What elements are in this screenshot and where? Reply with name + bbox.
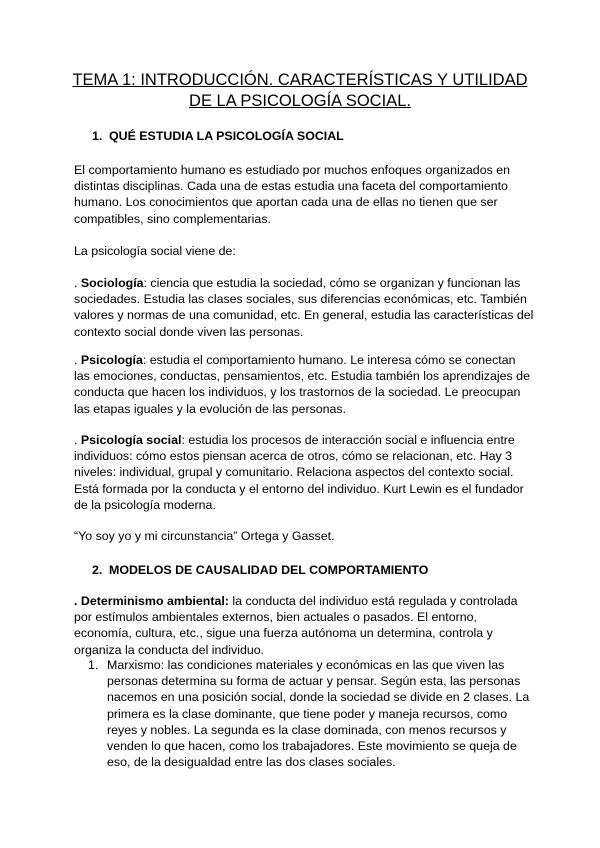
title-line-1: TEMA 1: INTRODUCCIÓN. CARACTERÍSTICAS Y UTILIDAD [72,71,528,89]
list-item-text: Marxismo: las condiciones materiales y económicas en las que viven las personas determina su forma de actuar y pensar. Según esta, las personas nacemos en una posición social, donde la sociedad se divide en 2 clases. La primera es la clase dominante, que tiene poder y maneja recursos, como reyes y nobles. La segunda es la clase dominada, con menos recursos y venden lo que hacen, como los trabajadores. Este movimiento se queja de eso, de la desigualdad entre las dos clases sociales. [107,658,530,770]
item-prefix: . [74,276,81,290]
list-item-number: 1. [88,658,99,672]
section-2-number: 2. [92,563,103,577]
item-psicologia [74,352,534,417]
item-prefix: . [74,353,81,367]
section-1-lead: La psicología social viene de: [74,244,236,258]
section-2-heading-text: MODELOS DE CAUSALIDAD DEL COMPORTAMIENTO [109,563,429,577]
section-1-heading [92,128,344,144]
determinism-paragraph [74,593,534,658]
models-list [88,657,534,770]
section-2-heading [92,562,428,578]
section-1-heading-text: QUÉ ESTUDIA LA PSICOLOGÍA SOCIAL [109,129,344,143]
determinism-text: la conducta del individuo está regulada y controlada por estímulos ambientales externos, bien actuales o pasados. El entorno, economía, cultura, etc., sigue una fuerza autónoma un determina, controla y organiza la conducta del individuo. [74,594,518,657]
item-text: : ciencia que estudia la sociedad, cómo se organizan y funcionan las sociedades. Estudia las clases sociales, sus diferencias económicas, etc. También valores y normas de una comunidad, etc. En general, estudia las características del contexto social donde viven las personas. [74,276,534,339]
item-sociologia [74,275,534,340]
section-1-number: 1. [92,129,103,143]
item-term: Psicología [80,353,143,367]
item-term: Psicología social [80,433,182,447]
ortega-quote: “Yo soy yo y mi circunstancia” Ortega y Gasset. [74,529,335,543]
item-psicologia-social [74,432,534,513]
title-line-2: DE LA PSICOLOGÍA SOCIAL. [189,92,411,110]
section-1-intro: El comportamiento humano es estudiado por muchos enfoques organizados en distintas disciplinas. Cada una de estas estudia una faceta del comportamiento humano. Los conocimientos que aportan cada una de ellas no tienen que ser compatibles, sino complementarias. [74,163,511,226]
list-item-marxismo [88,657,534,770]
document-title [60,70,540,112]
item-prefix: . [74,433,81,447]
determinism-term: . Determinismo ambiental: [74,594,229,608]
item-text: : estudia los procesos de interacción social e influencia entre individuos: cómo estos piensan acerca de otros, cómo se relacionan, etc. Hay 3 niveles: individual, grupal y comunitario. Relaciona aspectos del contexto social. Está formada por la conducta y el entorno del individuo. Kurt Lewin es el fundador de la psicología moderna. [74,433,524,512]
item-term: Sociología [80,276,144,290]
item-text: : estudia el comportamiento humano. Le interesa cómo se conectan las emociones, conductas, pensamientos, etc. Estudia también los aprendizajes de conducta que hacen los individuos, y los trastornos de la sociedad. Le preocupan las etapas iguales y la evolución de las personas. [74,353,530,416]
